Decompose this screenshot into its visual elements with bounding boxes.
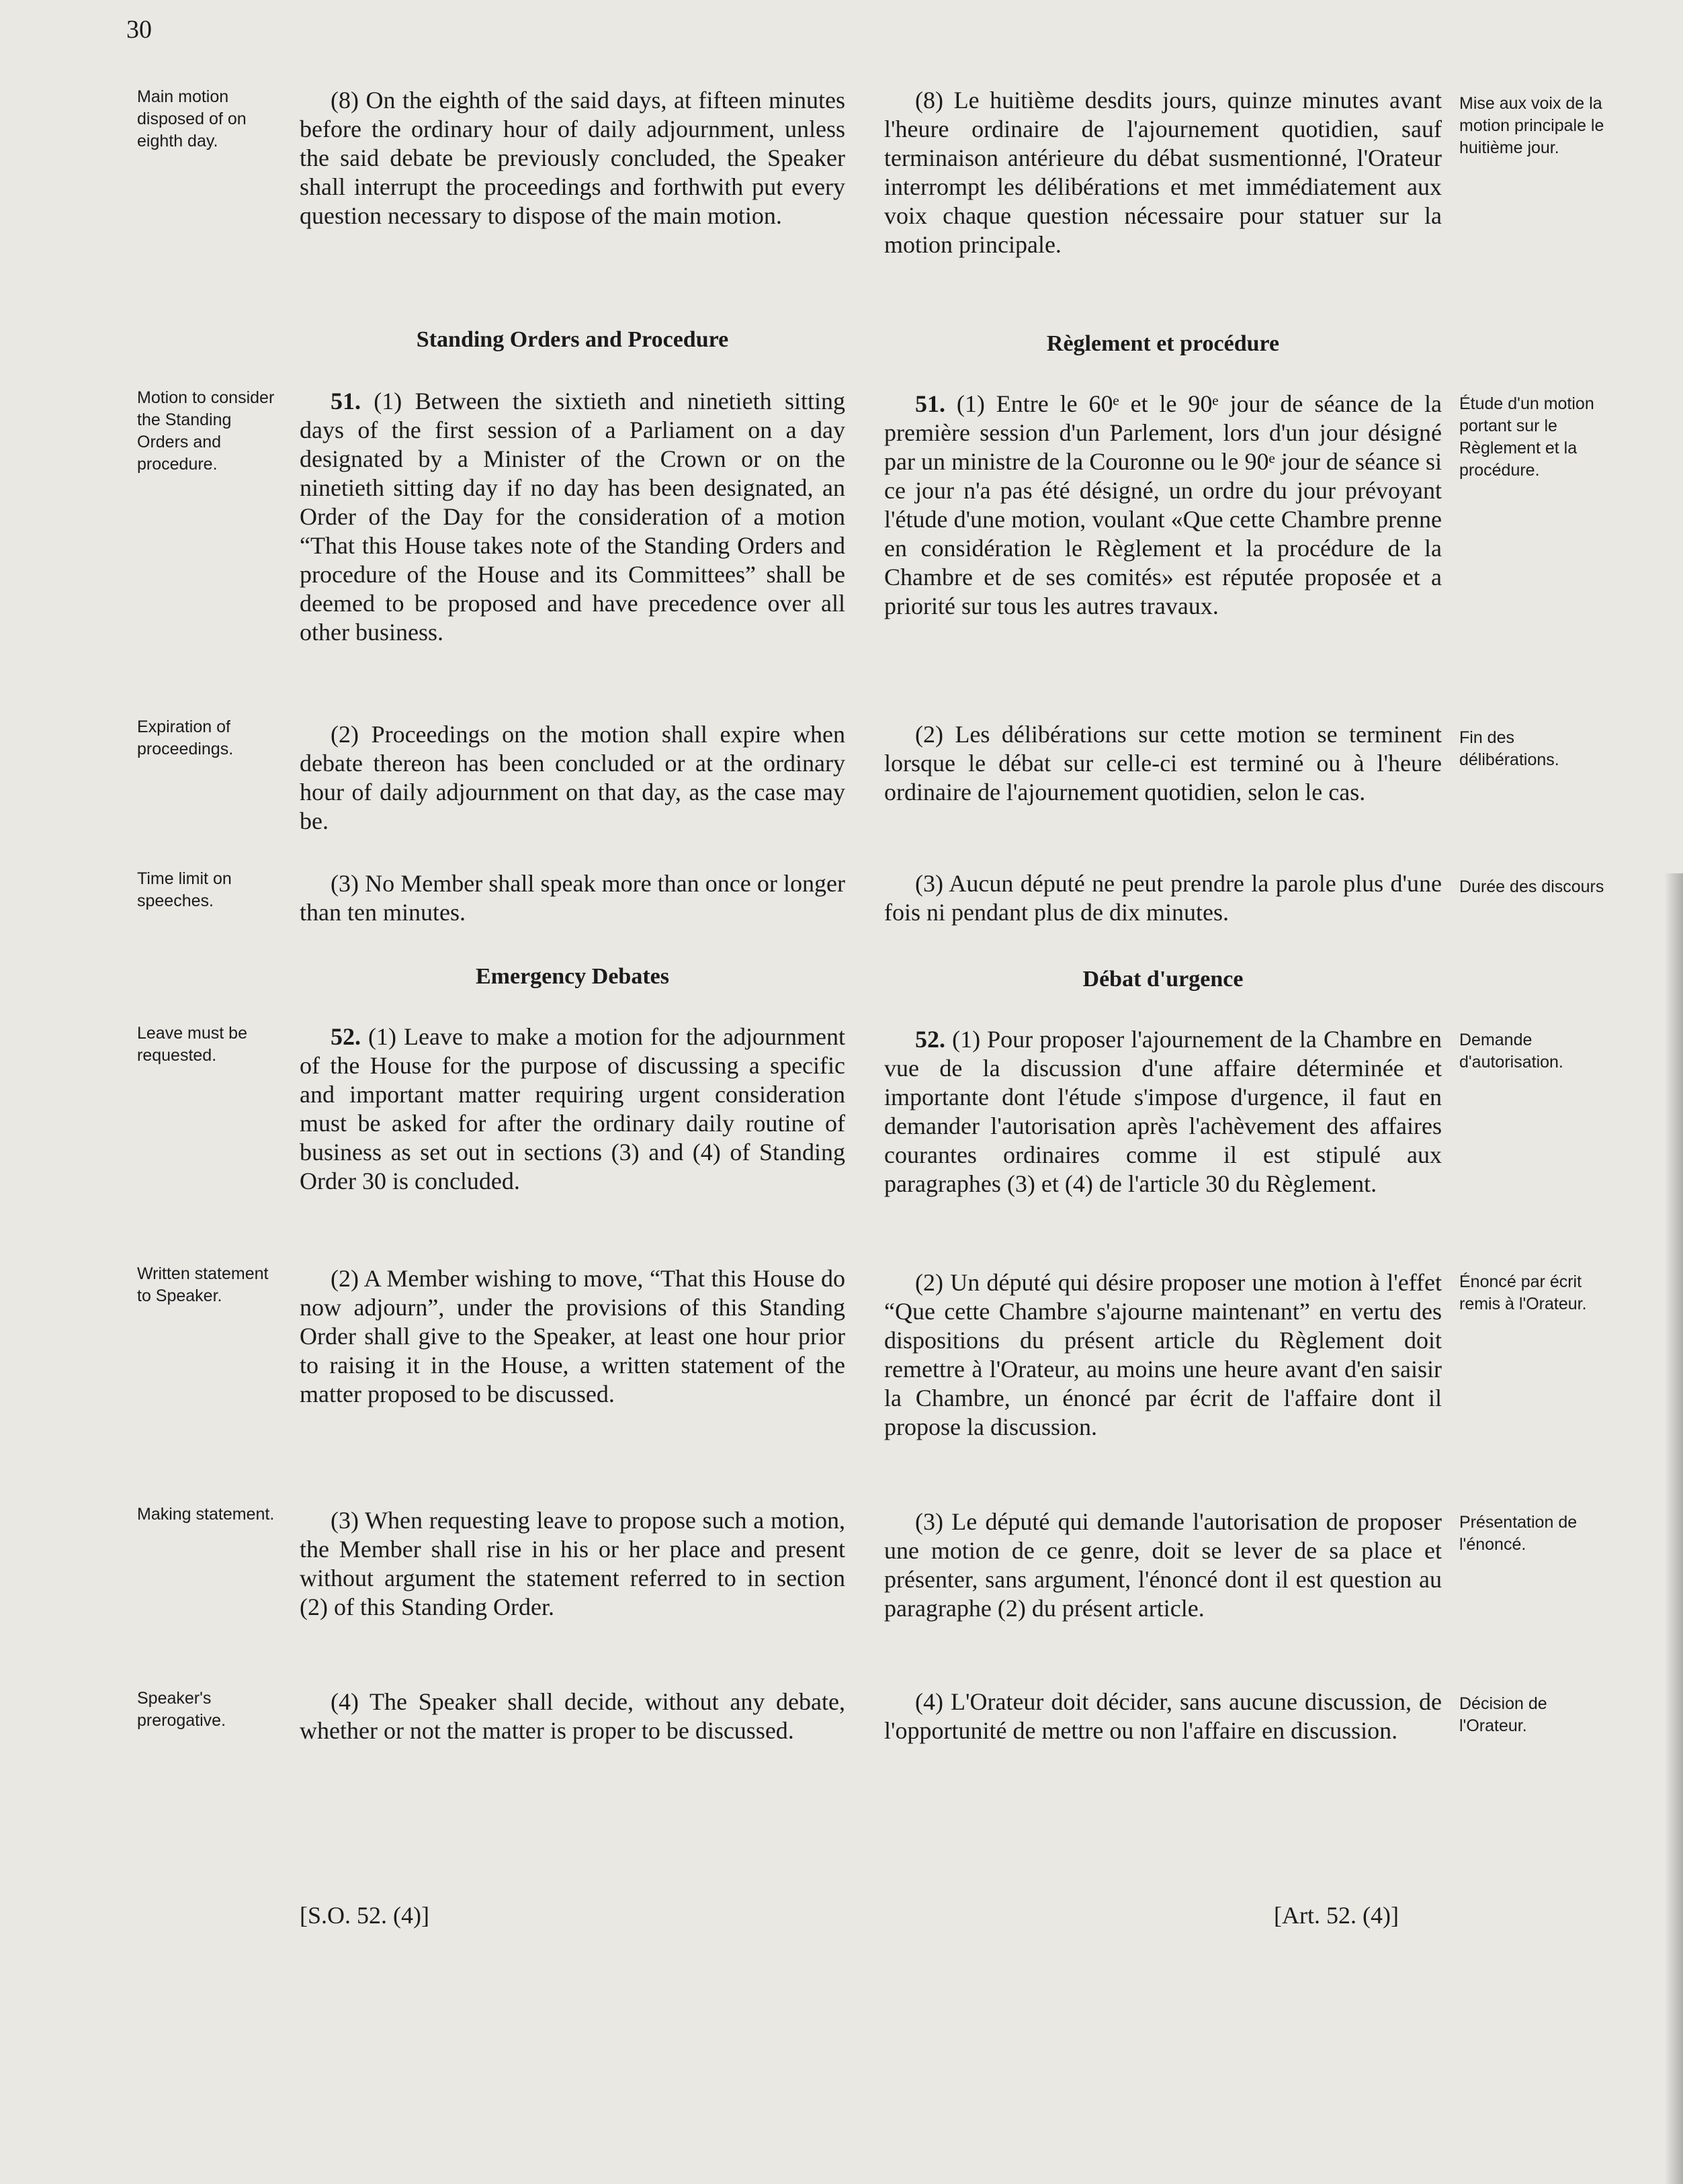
article-number: 51. (331, 388, 361, 414)
margin-note-en: Expiration of proceedings. (137, 717, 234, 758)
margin-note-fr: Fin des délibérations. (1459, 728, 1559, 769)
paragraph-fr (884, 1025, 1442, 1198)
heading-text: Standing Orders and Procedure (416, 327, 729, 352)
heading-text: Emergency Debates (476, 964, 669, 989)
article-number: 52. (915, 1026, 945, 1053)
paragraph-text: (3) No Member shall speak more than once or longer than ten minutes. (300, 870, 845, 926)
paragraph-en (300, 1264, 845, 1409)
paragraph-en (300, 1506, 845, 1622)
citation-en: [S.O. 52. (4)] (300, 1902, 429, 1929)
heading-text: Débat d'urgence (1082, 967, 1244, 992)
paragraph-fr (884, 390, 1442, 621)
page-number: 30 (126, 15, 152, 44)
margin-note-en: Speaker's prerogative. (137, 1689, 226, 1730)
section-heading-fr (884, 329, 1442, 358)
article-number: 51. (915, 390, 945, 417)
margin-note-en: Making statement. (137, 1505, 275, 1524)
paragraph-en (300, 86, 845, 230)
paragraph-en (300, 720, 845, 836)
margin-note-en: Time limit on speeches. (137, 869, 232, 910)
section-heading-en (300, 962, 845, 991)
paragraph-text: (8) On the eighth of the said days, at fifteen minutes before the ordinary hour of daily adjournment, unless the said debate be previously concluded, the Speaker shall interrupt the proceedings and forthwith put every question necessary to dispose of the main motion. (300, 87, 845, 229)
paragraph-fr (884, 720, 1442, 807)
margin-note-en: Leave must be requested. (137, 1024, 247, 1065)
paragraph-text: (2) A Member wishing to move, “That this House do now adjourn”, under the provisions of this Standing Order shall give to the Speaker, at least one hour prior to raising it in the House, a written statement of the matter proposed to be discussed. (300, 1265, 845, 1407)
paragraph-text: (3) Le député qui demande l'autorisation de proposer une motion de ce genre, doit se lever de sa place et présenter, sans argument, l'énoncé dont il est question au paragraphe (2) du présent article. (884, 1508, 1442, 1622)
paragraph-text: (1) Entre le 60ᵉ et le 90ᵉ jour de séance de la première session d'un Parlement, lors d'un jour désigné par un ministre de la Couronne ou le 90ᵉ jour de séance si ce jour n'a pas été désigné, un ordre du jour prévoyant l'étude d'une motion, voulant «Que cette Chambre prenne en considération le Règlement et la procédure de la Chambre et de ses comités» est réputée proposée et a priorité sur tous les autres travaux. (884, 390, 1442, 619)
margin-note-en: Motion to consider the Standing Orders and procedure. (137, 388, 275, 474)
page-edge-shadow (1664, 873, 1683, 2184)
paragraph-en (300, 869, 845, 927)
paragraph-fr (884, 1268, 1442, 1442)
margin-note-fr: Durée des discours (1459, 877, 1604, 896)
margin-note-fr: Mise aux voix de la motion principale le huitième jour. (1459, 94, 1604, 157)
paragraph-text: (1) Leave to make a motion for the adjournment of the House for the purpose of discussing a specific and important matter requiring urgent consideration must be asked for after the ordinary daily routine of business as set out in sections (3) and (4) of Standing Order 30 is concluded. (300, 1023, 845, 1194)
paragraph-text: (4) L'Orateur doit décider, sans aucune discussion, de l'opportunité de mettre ou non l'affaire en discussion. (884, 1688, 1442, 1744)
paragraph-text: (3) When requesting leave to propose such a motion, the Member shall rise in his or her place and present without argument the statement referred to in section (2) of this Standing Order. (300, 1507, 845, 1620)
margin-note-fr: Énoncé par écrit remis à l'Orateur. (1459, 1272, 1587, 1313)
paragraph-en (300, 1022, 845, 1196)
paragraph-fr (884, 86, 1442, 259)
paragraph-text: (4) The Speaker shall decide, without any debate, whether or not the matter is proper to be discussed. (300, 1688, 845, 1744)
paragraph-text: (1) Between the sixtieth and ninetieth sitting days of the first session of a Parliament on a day designated by a Minister of the Crown or on the ninetieth sitting day if no day has been designated, an Order of the Day for the consideration of a motion “That this House takes note of the Standing Orders and procedure of the House and its Committees” shall be deemed to be proposed and have precedence over all other business. (300, 388, 845, 646)
paragraph-text: (2) Les délibérations sur cette motion se terminent lorsque le débat sur celle-ci est terminé ou à l'heure ordinaire de l'ajournement quotidien, selon le cas. (884, 721, 1442, 805)
margin-note-fr: Étude d'un motion portant sur le Règlement et la procédure. (1459, 394, 1594, 480)
section-heading-en (300, 325, 845, 354)
paragraph-text: (1) Pour proposer l'ajournement de la Chambre en vue de la discussion d'une affaire déterminée et importante dont l'étude s'impose d'urgence, il faut en demander l'autorisation après l'achèvement des affaires courantes ordinaires comme il est stipulé aux paragraphes (3) et (4) de l'article 30 du Règlement. (884, 1026, 1442, 1197)
citation-fr: [Art. 52. (4)] (1274, 1902, 1399, 1929)
heading-text: Règlement et procédure (1046, 331, 1280, 356)
paragraph-text: (2) Proceedings on the motion shall expire when debate thereon has been concluded or at the ordinary hour of daily adjournment on that day, as the case may be. (300, 721, 845, 834)
section-heading-fr (884, 965, 1442, 994)
article-number: 52. (331, 1023, 361, 1050)
paragraph-text: (2) Un député qui désire proposer une motion à l'effet “Que cette Chambre s'ajourne maintenant” en vertu des dispositions du présent article du Règlement doit remettre à l'Orateur, au moins une heure avant d'en saisir la Chambre, un énoncé par écrit de l'affaire dont il propose la discussion. (884, 1269, 1442, 1440)
margin-note-en: Main motion disposed of on eighth day. (137, 87, 247, 150)
paragraph-text: (3) Aucun député ne peut prendre la parole plus d'une fois ni pendant plus de dix minutes. (884, 870, 1442, 926)
paragraph-en (300, 387, 845, 647)
margin-note-fr: Présentation de l'énoncé. (1459, 1513, 1578, 1554)
margin-note-en: Written statement to Speaker. (137, 1264, 269, 1305)
paragraph-fr (884, 1688, 1442, 1745)
paragraph-fr (884, 869, 1442, 927)
margin-note-fr: Demande d'autorisation. (1459, 1031, 1563, 1072)
paragraph-en (300, 1688, 845, 1745)
paragraph-text: (8) Le huitième desdits jours, quinze minutes avant l'heure ordinaire de l'ajournement quotidien, sauf terminaison antérieure du débat susmentionné, l'Orateur interrompt les délibérations et met immédiatement aux voix chaque question nécessaire pour statuer sur la motion principale. (884, 87, 1442, 258)
margin-note-fr: Décision de l'Orateur. (1459, 1694, 1547, 1735)
paragraph-fr (884, 1508, 1442, 1623)
